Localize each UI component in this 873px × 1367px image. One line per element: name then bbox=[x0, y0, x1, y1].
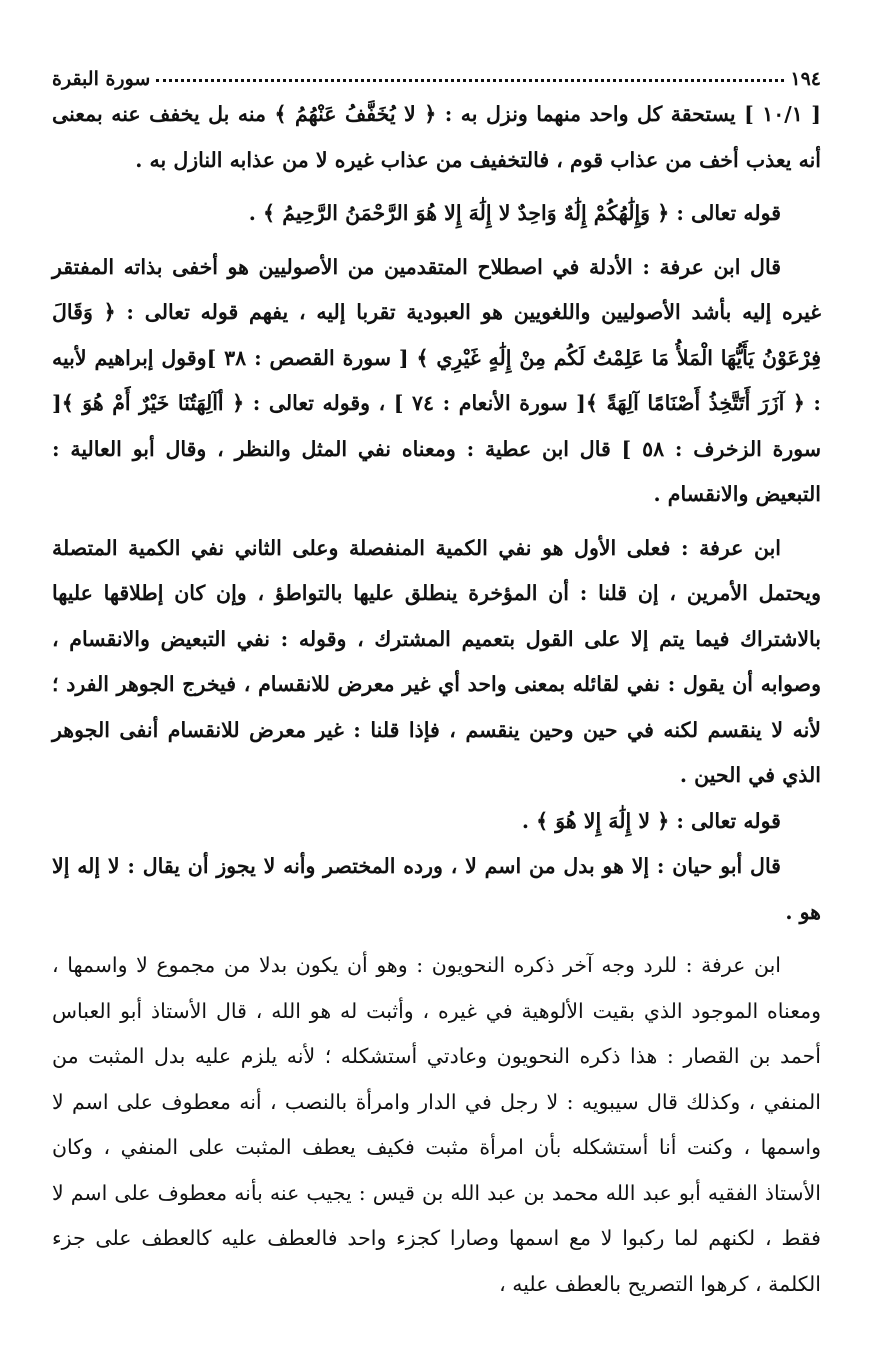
paragraph-3: قال ابن عرفة : الأدلة في اصطلاح المتقدمين من الأصوليين هو أخفى بذاته المفتقر غيره إليه بأشد الأصوليين واللغويين هو العبودية تقربا إليه ، يفهم قوله تعالى : ﴿ وَقَالَ فِرْعَوْنُ يَأَيُّهَا الْمَلأُ مَا عَلِمْتُ لَكُم مِنْ إِلَٰهٍ غَيْرِي ﴾ [ سورة القصص : ٣٨ ]وقول إبراهيم لأبيه : ﴿ آزَرَ أَتَتَّخِذُ أَصْنَامًا آلِهَةً ﴾[ سورة الأنعام : ٧٤ ] ، وقوله تعالى : ﴿ أآلِهَتُنَا خَيْرٌ أَمْ هُوَ ﴾[ سورة الزخرف : ٥٨ ] قال ابن عطية : ومعناه نفي المثل والنظر ، وقال أبو العالية : التبعيض والانقسام . bbox=[52, 254, 822, 506]
paragraph-1: [ ١٠/١ ] يستحقة كل واحد منهما ونزل به : ﴿ لا يُخَفَّفُ عَنْهُمُ ﴾ منه بل يخفف عنه بمعنى أنه يعذب أخف من عذاب قوم ، فالتخفيف من عذاب غيره لا من عذابه النازل به . bbox=[52, 102, 821, 172]
paragraph-4: ابن عرفة : فعلى الأول هو نفي الكمية المنفصلة وعلى الثاني نفي الكمية المتصلة ويحتمل الأمرين ، إن قلنا : أن المؤخرة ينطلق عليها بالتواطؤ ، وإن كان إطلاقها عليها بالاشتراك فيما يتم إلا على القول بتعميم المشترك ، وقوله : نفي التبعيض والانقسام ، وصوابه أن يقول : نفي لقائله بمعنى واحد أي غير معرض للانقسام ، فيخرج الجوهر الفرد ؛ لأنه لا ينقسم لكنه في حين وحين ينقسم ، فإذا قلنا : غير معرض للانقسام أنفى الجوهر الذي في الحين . bbox=[52, 535, 821, 787]
paragraph-2: قوله تعالى : ﴿ وَإِلَٰهُكُمْ إِلَٰهٌ وَاحِدٌ لا إِلَٰهَ إِلا هُوَ الرَّحْمَنُ الرَّحِيمُ ﴾ . bbox=[248, 201, 781, 225]
paragraph-5: قوله تعالى : ﴿ لا إِلَٰهَ إِلا هُوَ ﴾ . bbox=[521, 808, 781, 833]
surah-title: سورة البقرة bbox=[52, 68, 151, 90]
page-header bbox=[52, 52, 821, 90]
paragraph-6: قال أبو حيان : إلا هو بدل من اسم لا ، ورده المختصر وأنه لا يجوز أن يقال : لا إله إلا هو . bbox=[52, 854, 821, 924]
page-body bbox=[52, 92, 821, 1307]
header-dotted-rule bbox=[156, 79, 784, 82]
paragraph-7: ابن عرفة : للرد وجه آخر ذكره النحويون : وهو أن يكون بدلا من مجموع لا واسمها ، ومعناه الموجود الذي بقيت الألوهية في غيره ، وأثبت له هو الله ، قال الأستاذ أبو العباس أحمد بن القصار : هذا ذكره النحويون وعادتي أستشكله ؛ لأنه يلزم عليه بدل المثبت من المنفي ، وكذلك قال سيبويه : لا رجل في الدار وامرأة بالنصب ، أنه معطوف على اسم لا واسمها ، وكنت أنا أستشكله بأن امرأة مثبت فكيف يعطف المثبت على المنفي ، وكان الأستاذ الفقيه أبو عبد الله محمد بن عبد الله بن قيس : يجيب عنه بأنه معطوف على اسم لا فقط ، لكنهم لما ركبوا لا مع اسمها وصارا كجزء واحد فالعطف عليه كالعطف على جزء الكلمة ، كرهوا التصريح بالعطف عليه ، bbox=[52, 953, 821, 1296]
page-number: ١٩٤ bbox=[790, 68, 821, 90]
